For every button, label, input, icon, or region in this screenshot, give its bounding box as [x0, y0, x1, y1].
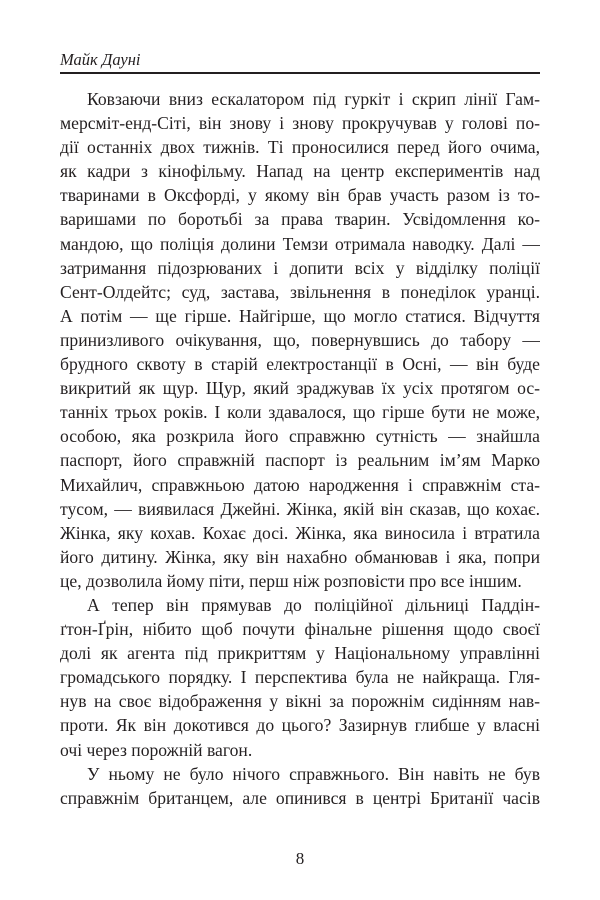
text-line: Сент-Олдейтс; суд, застава, звільнення в понеділок уранці. [60, 281, 540, 302]
text-line: нув на своє відображення у вікні за порожнім сидінням нав- [60, 691, 540, 712]
paragraph [60, 87, 540, 593]
text-line: справжнім британцем, але опинився в центрі Британії часів [60, 787, 540, 808]
text-line: тусом, — виявилася Джейні. Жінка, якій він сказав, що кохає. [60, 498, 540, 519]
text-line: А потім — ще гірше. Найгірше, що могло статися. Відчуття [60, 305, 540, 326]
running-header-author: Майк Дауні [60, 50, 141, 69]
text-line: Ковзаючи вниз ескалатором під гуркіт і скрип лінії Гам- [87, 89, 540, 109]
text-line: дії останніх двох тижнів. Ті проносилися перед його очима, [60, 137, 540, 158]
text-line: принизливого очікування, що, повернувшись до табору — [60, 329, 540, 350]
text-line: проти. Як він докотився до цього? Зазирнув глибше у власні [60, 715, 540, 736]
text-line: У ньому не було нічого справжнього. Він навіть не був [87, 763, 540, 784]
paragraph [60, 593, 540, 762]
text-line: танніх трьох років. І коли здавалося, що гірше бути не може, [60, 402, 540, 423]
text-line: це, дозволила йому піти, перш ніж розповісти про все іншим. [60, 570, 522, 591]
text-line: викритий як щур. Щур, який зраджував їх усіх протягом ос- [60, 378, 540, 399]
text-line: мерсміт-енд-Сіті, він знову і знову прокручував у голові по- [60, 113, 540, 134]
text-line: А тепер він прямував до поліційної дільниці Паддін- [87, 594, 540, 615]
text-line: його дитину. Жінка, яку він нахабно обманював і яка, попри [60, 546, 540, 567]
text-line: Михайлич, справжньою датою народження і справжнім ста- [60, 474, 540, 495]
text-line: паспорт, його справжній паспорт із реальним ім’ям Марко [60, 450, 540, 471]
text-line: мандою, що поліція долини Темзи отримала наводку. Далі — [60, 233, 540, 254]
body-text [60, 87, 540, 810]
header-rule [60, 72, 540, 74]
text-line: тваринами в Оксфорді, у якому він брав участь разом із то- [60, 185, 540, 206]
text-line: варишами по боротьбі за права тварин. Усвідомлення ко- [60, 209, 540, 230]
paragraph [60, 762, 540, 810]
page-number: 8 [295, 849, 305, 868]
text-line: як кадри з кінофільму. Напад на центр експериментів над [60, 161, 540, 182]
text-line: долі як агента під прикриттям у Національному управлінні [60, 643, 540, 664]
text-line: особою, яка розкрила його справжню сутність — знайшла [60, 426, 540, 447]
text-line: громадського порядку. І перспектива була не найкраща. Гля- [60, 667, 540, 688]
text-line: брудного сквоту в старій електростанції в Осні, — він буде [60, 354, 540, 375]
text-line: Жінка, яку кохав. Кохає досі. Жінка, яка виносила і втратила [60, 522, 540, 543]
text-line: затримання підозрюваних і допити всіх у відділку поліції [60, 257, 540, 278]
text-line: очі через порожній вагон. [60, 739, 253, 760]
text-line: ґтон-Ґрін, нібито щоб почути фінальне рішення щодо своєї [60, 619, 540, 640]
